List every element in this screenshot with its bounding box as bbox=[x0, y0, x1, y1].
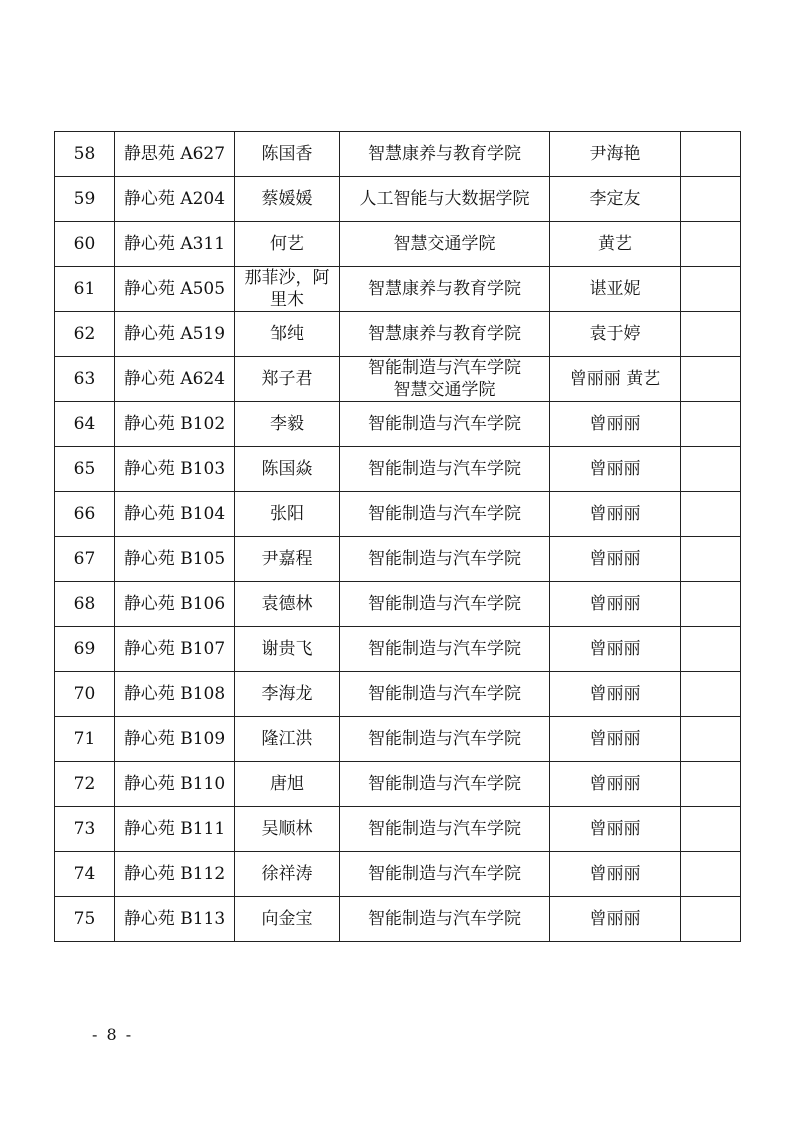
advisor bbox=[550, 672, 681, 717]
table-row bbox=[55, 447, 741, 492]
college-line: 智慧康养与教育学院 bbox=[368, 324, 521, 344]
row-number: 60 bbox=[55, 222, 115, 267]
row-number: 65 bbox=[55, 447, 115, 492]
advisor-line: 曾丽丽 bbox=[589, 684, 641, 704]
row-number: 64 bbox=[55, 402, 115, 447]
college-line: 智慧康养与教育学院 bbox=[368, 144, 521, 164]
college bbox=[340, 222, 550, 267]
remark bbox=[681, 402, 741, 447]
advisor bbox=[550, 222, 681, 267]
college bbox=[340, 582, 550, 627]
college bbox=[340, 267, 550, 312]
remark bbox=[681, 717, 741, 762]
dorm-room: 静心苑 B113 bbox=[115, 897, 235, 942]
student-name-line: 那菲沙，阿 bbox=[244, 268, 330, 288]
page-number: - 8 - bbox=[92, 1025, 134, 1044]
table-row bbox=[55, 672, 741, 717]
college bbox=[340, 807, 550, 852]
student-name bbox=[235, 402, 340, 447]
remark bbox=[681, 807, 741, 852]
college bbox=[340, 447, 550, 492]
dorm-room: 静心苑 B104 bbox=[115, 492, 235, 537]
student-name-line: 里木 bbox=[270, 290, 304, 310]
dorm-room: 静心苑 B110 bbox=[115, 762, 235, 807]
row-number: 74 bbox=[55, 852, 115, 897]
college bbox=[340, 852, 550, 897]
student-name bbox=[235, 447, 340, 492]
college-line: 智能制造与汽车学院 bbox=[368, 414, 521, 434]
student-name bbox=[235, 537, 340, 582]
dorm-room: 静心苑 B103 bbox=[115, 447, 235, 492]
college-line: 智能制造与汽车学院 bbox=[368, 504, 521, 524]
student-name-line: 吴顺林 bbox=[261, 819, 313, 839]
student-name bbox=[235, 852, 340, 897]
dorm-room: 静心苑 B109 bbox=[115, 717, 235, 762]
college-line: 智能制造与汽车学院 bbox=[368, 909, 521, 929]
advisor-line: 曾丽丽 bbox=[589, 414, 641, 434]
dorm-room: 静心苑 B105 bbox=[115, 537, 235, 582]
advisor bbox=[550, 267, 681, 312]
student-name bbox=[235, 312, 340, 357]
remark bbox=[681, 852, 741, 897]
advisor-line: 曾丽丽 bbox=[589, 504, 641, 524]
advisor-line: 尹海艳 bbox=[589, 144, 641, 164]
college-line: 智能制造与汽车学院 bbox=[368, 594, 521, 614]
row-number: 68 bbox=[55, 582, 115, 627]
college-line: 智能制造与汽车学院 bbox=[368, 729, 521, 749]
row-number: 70 bbox=[55, 672, 115, 717]
table-row bbox=[55, 762, 741, 807]
table-row bbox=[55, 852, 741, 897]
advisor bbox=[550, 132, 681, 177]
student-name-line: 郑子君 bbox=[261, 369, 313, 389]
advisor bbox=[550, 357, 681, 402]
student-name bbox=[235, 807, 340, 852]
roster-body bbox=[55, 132, 741, 942]
college-line: 智能制造与汽车学院 bbox=[368, 549, 521, 569]
dorm-room: 静心苑 A311 bbox=[115, 222, 235, 267]
college bbox=[340, 357, 550, 402]
remark bbox=[681, 177, 741, 222]
advisor bbox=[550, 627, 681, 672]
college bbox=[340, 762, 550, 807]
table-row bbox=[55, 537, 741, 582]
advisor bbox=[550, 762, 681, 807]
student-name-line: 袁德林 bbox=[261, 594, 313, 614]
student-name bbox=[235, 132, 340, 177]
advisor-line: 曾丽丽 bbox=[589, 729, 641, 749]
advisor bbox=[550, 177, 681, 222]
college bbox=[340, 717, 550, 762]
remark bbox=[681, 582, 741, 627]
row-number: 69 bbox=[55, 627, 115, 672]
college bbox=[340, 672, 550, 717]
advisor bbox=[550, 402, 681, 447]
row-number: 58 bbox=[55, 132, 115, 177]
college bbox=[340, 177, 550, 222]
college-line: 智能制造与汽车学院 bbox=[368, 684, 521, 704]
remark bbox=[681, 222, 741, 267]
row-number: 59 bbox=[55, 177, 115, 222]
dorm-room: 静心苑 B106 bbox=[115, 582, 235, 627]
student-name-line: 隆江洪 bbox=[261, 729, 313, 749]
advisor-line: 曾丽丽 bbox=[589, 594, 641, 614]
student-name bbox=[235, 267, 340, 312]
advisor bbox=[550, 717, 681, 762]
advisor bbox=[550, 807, 681, 852]
advisor-line: 曾丽丽 bbox=[589, 819, 641, 839]
table-row bbox=[55, 132, 741, 177]
row-number: 67 bbox=[55, 537, 115, 582]
dorm-roster-table bbox=[54, 131, 741, 942]
advisor bbox=[550, 492, 681, 537]
student-name-line: 何艺 bbox=[270, 234, 304, 254]
remark bbox=[681, 357, 741, 402]
student-name-line: 陈国焱 bbox=[261, 459, 313, 479]
row-number: 62 bbox=[55, 312, 115, 357]
advisor-line: 袁于婷 bbox=[589, 324, 641, 344]
remark bbox=[681, 762, 741, 807]
college bbox=[340, 537, 550, 582]
row-number: 71 bbox=[55, 717, 115, 762]
remark bbox=[681, 627, 741, 672]
table-row bbox=[55, 897, 741, 942]
row-number: 61 bbox=[55, 267, 115, 312]
college bbox=[340, 132, 550, 177]
college-line: 智能制造与汽车学院 bbox=[368, 819, 521, 839]
college bbox=[340, 402, 550, 447]
table-row bbox=[55, 222, 741, 267]
advisor-line: 曾丽丽 bbox=[589, 774, 641, 794]
table-row bbox=[55, 627, 741, 672]
advisor bbox=[550, 537, 681, 582]
college-line: 智能制造与汽车学院 bbox=[368, 864, 521, 884]
advisor-line: 曾丽丽 bbox=[589, 909, 641, 929]
dorm-room: 静心苑 B112 bbox=[115, 852, 235, 897]
row-number: 75 bbox=[55, 897, 115, 942]
advisor-line: 曾丽丽 bbox=[589, 459, 641, 479]
student-name-line: 尹嘉程 bbox=[261, 549, 313, 569]
college bbox=[340, 897, 550, 942]
dorm-room: 静心苑 B108 bbox=[115, 672, 235, 717]
advisor-line: 曾丽丽 bbox=[589, 864, 641, 884]
student-name-line: 向金宝 bbox=[261, 909, 313, 929]
student-name bbox=[235, 492, 340, 537]
advisor-line: 李定友 bbox=[589, 189, 641, 209]
dorm-room: 静心苑 B107 bbox=[115, 627, 235, 672]
student-name bbox=[235, 762, 340, 807]
advisor bbox=[550, 852, 681, 897]
table-row bbox=[55, 267, 741, 312]
advisor bbox=[550, 897, 681, 942]
advisor-line: 曾丽丽 黄艺 bbox=[569, 369, 661, 389]
advisor-line: 黄艺 bbox=[598, 234, 632, 254]
advisor-line: 曾丽丽 bbox=[589, 639, 641, 659]
advisor bbox=[550, 447, 681, 492]
student-name bbox=[235, 627, 340, 672]
dorm-room: 静心苑 A204 bbox=[115, 177, 235, 222]
row-number: 66 bbox=[55, 492, 115, 537]
student-name bbox=[235, 672, 340, 717]
table-row bbox=[55, 312, 741, 357]
student-name-line: 唐旭 bbox=[270, 774, 304, 794]
student-name bbox=[235, 582, 340, 627]
table-row bbox=[55, 357, 741, 402]
dorm-room: 静心苑 B102 bbox=[115, 402, 235, 447]
college-line: 智能制造与汽车学院 bbox=[368, 639, 521, 659]
advisor bbox=[550, 582, 681, 627]
remark bbox=[681, 132, 741, 177]
college-line: 智慧交通学院 bbox=[393, 234, 496, 254]
table-row bbox=[55, 717, 741, 762]
dorm-room: 静心苑 A505 bbox=[115, 267, 235, 312]
student-name-line: 张阳 bbox=[270, 504, 304, 524]
table-row bbox=[55, 402, 741, 447]
college-line: 智能制造与汽车学院 bbox=[368, 774, 521, 794]
college bbox=[340, 627, 550, 672]
dorm-room: 静心苑 A519 bbox=[115, 312, 235, 357]
student-name-line: 蔡媛媛 bbox=[261, 189, 313, 209]
advisor bbox=[550, 312, 681, 357]
student-name bbox=[235, 222, 340, 267]
table-row bbox=[55, 807, 741, 852]
remark bbox=[681, 537, 741, 582]
student-name-line: 陈国香 bbox=[261, 144, 313, 164]
college-line: 人工智能与大数据学院 bbox=[359, 189, 530, 209]
student-name bbox=[235, 177, 340, 222]
college bbox=[340, 492, 550, 537]
dorm-room: 静思苑 A627 bbox=[115, 132, 235, 177]
table-row bbox=[55, 177, 741, 222]
dorm-room: 静心苑 A624 bbox=[115, 357, 235, 402]
table-row bbox=[55, 492, 741, 537]
row-number: 63 bbox=[55, 357, 115, 402]
college-line: 智慧交通学院 bbox=[393, 380, 496, 400]
table-row bbox=[55, 582, 741, 627]
college-line: 智能制造与汽车学院 bbox=[368, 358, 521, 378]
row-number: 72 bbox=[55, 762, 115, 807]
college-line: 智慧康养与教育学院 bbox=[368, 279, 521, 299]
college-line: 智能制造与汽车学院 bbox=[368, 459, 521, 479]
student-name-line: 徐祥涛 bbox=[261, 864, 313, 884]
student-name-line: 李毅 bbox=[270, 414, 304, 434]
student-name bbox=[235, 357, 340, 402]
remark bbox=[681, 897, 741, 942]
advisor-line: 曾丽丽 bbox=[589, 549, 641, 569]
student-name bbox=[235, 717, 340, 762]
remark bbox=[681, 672, 741, 717]
advisor-line: 谌亚妮 bbox=[589, 279, 641, 299]
row-number: 73 bbox=[55, 807, 115, 852]
student-name-line: 邹纯 bbox=[270, 324, 304, 344]
dorm-room: 静心苑 B111 bbox=[115, 807, 235, 852]
remark bbox=[681, 312, 741, 357]
college bbox=[340, 312, 550, 357]
student-name-line: 李海龙 bbox=[261, 684, 313, 704]
remark bbox=[681, 267, 741, 312]
remark bbox=[681, 492, 741, 537]
remark bbox=[681, 447, 741, 492]
student-name-line: 谢贵飞 bbox=[261, 639, 313, 659]
student-name bbox=[235, 897, 340, 942]
